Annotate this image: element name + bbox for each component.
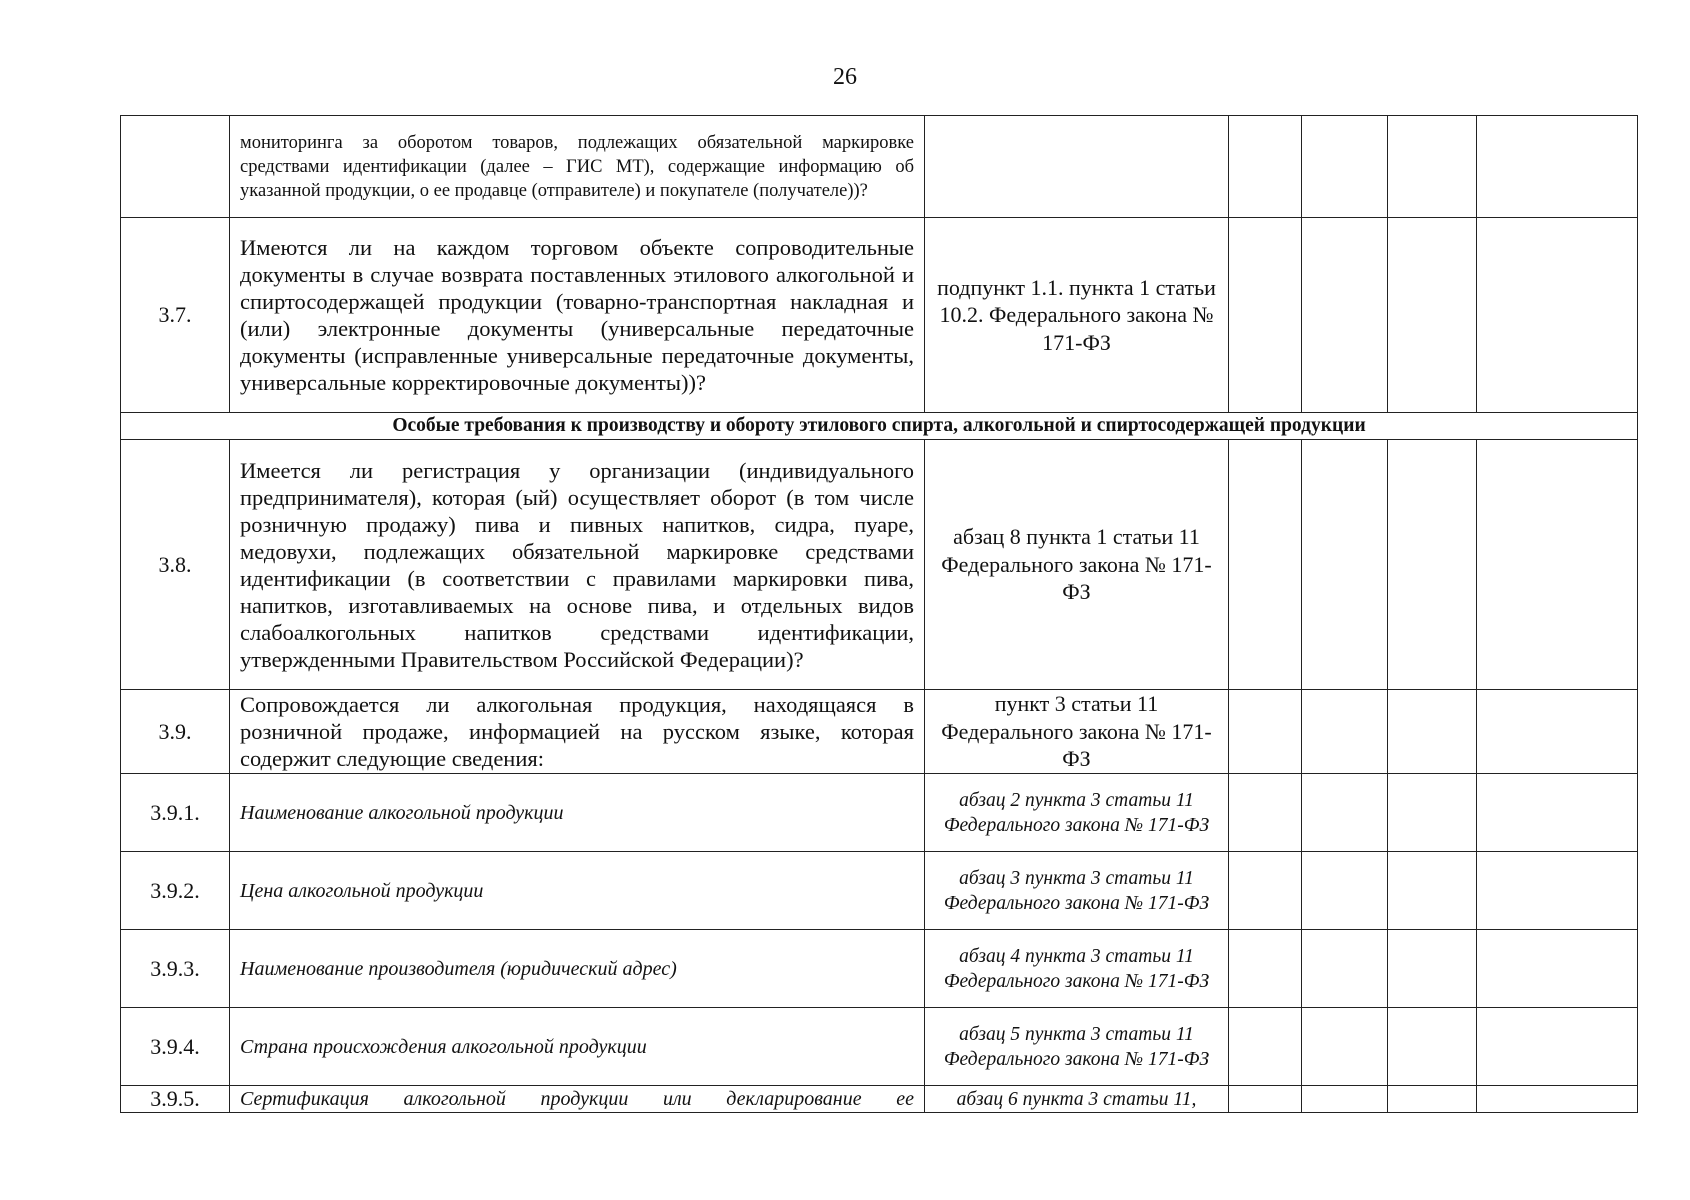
table-row bbox=[121, 1008, 1638, 1086]
law-reference: пункт 3 статьи 11 Федерального закона № 171-ФЗ bbox=[925, 690, 1229, 774]
answer-cell-no[interactable] bbox=[1302, 1086, 1388, 1113]
row-number: 3.9.1. bbox=[121, 774, 230, 852]
answer-cell-no[interactable] bbox=[1302, 774, 1388, 852]
answer-cell-yes[interactable] bbox=[1229, 930, 1302, 1008]
checklist-table bbox=[120, 115, 1638, 1113]
row-number bbox=[121, 116, 230, 218]
law-reference: абзац 6 пункта 3 статьи 11, bbox=[925, 1086, 1229, 1113]
question-text: Наименование алкогольной продукции bbox=[230, 774, 925, 852]
answer-cell-yes[interactable] bbox=[1229, 440, 1302, 690]
row-number: 3.9.3. bbox=[121, 930, 230, 1008]
law-reference bbox=[925, 116, 1229, 218]
question-text: мониторинга за оборотом товаров, подлежащих обязательной маркировке средствами идентификации (далее – ГИС МТ), содержащие информацию об указанной продукции, о ее продавце (отправителе) и покупателе (получателе))? bbox=[230, 116, 925, 218]
row-number: 3.8. bbox=[121, 440, 230, 690]
answer-cell-not-applicable[interactable] bbox=[1388, 774, 1477, 852]
table-row bbox=[121, 852, 1638, 930]
notes-cell[interactable] bbox=[1477, 218, 1638, 413]
law-reference: подпункт 1.1. пункта 1 статьи 10.2. Федерального закона № 171-ФЗ bbox=[925, 218, 1229, 413]
table-row bbox=[121, 218, 1638, 413]
table-row bbox=[121, 774, 1638, 852]
section-title: Особые требования к производству и обороту этилового спирта, алкогольной и спиртосодержащей продукции bbox=[121, 413, 1638, 440]
question-text: Страна происхождения алкогольной продукции bbox=[230, 1008, 925, 1086]
notes-cell[interactable] bbox=[1477, 852, 1638, 930]
question-text: Сертификация алкогольной продукции или декларирование ее bbox=[230, 1086, 925, 1113]
notes-cell[interactable] bbox=[1477, 774, 1638, 852]
notes-cell[interactable] bbox=[1477, 1086, 1638, 1113]
answer-cell-not-applicable[interactable] bbox=[1388, 1008, 1477, 1086]
table-row bbox=[121, 690, 1638, 774]
answer-cell-yes[interactable] bbox=[1229, 1008, 1302, 1086]
question-text: Имеются ли на каждом торговом объекте сопроводительные документы в случае возврата поставленных этилового алкогольной и спиртосодержащей продукции (товарно-транспортная накладная и (или) электронные документы (универсальные передаточные документы (исправленные универсальные передаточные документы, универсальные корректировочные документы))? bbox=[230, 218, 925, 413]
law-reference: абзац 2 пункта 3 статьи 11 Федерального закона № 171-ФЗ bbox=[925, 774, 1229, 852]
answer-cell-yes[interactable] bbox=[1229, 852, 1302, 930]
row-number: 3.9.2. bbox=[121, 852, 230, 930]
answer-cell-no[interactable] bbox=[1302, 440, 1388, 690]
answer-cell-not-applicable[interactable] bbox=[1388, 1086, 1477, 1113]
answer-cell-no[interactable] bbox=[1302, 930, 1388, 1008]
row-number: 3.9. bbox=[121, 690, 230, 774]
row-number: 3.9.5. bbox=[121, 1086, 230, 1113]
table-row bbox=[121, 116, 1638, 218]
notes-cell[interactable] bbox=[1477, 1008, 1638, 1086]
answer-cell-not-applicable[interactable] bbox=[1388, 852, 1477, 930]
answer-cell-not-applicable[interactable] bbox=[1388, 440, 1477, 690]
notes-cell[interactable] bbox=[1477, 116, 1638, 218]
question-text: Наименование производителя (юридический адрес) bbox=[230, 930, 925, 1008]
question-text: Имеется ли регистрация у организации (индивидуального предпринимателя), которая (ый) осуществляет оборот (в том числе розничную продажу) пива и пивных напитков, сидра, пуаре, медовухи, подлежащих обязательной маркировке средствами идентификации (в соответствии с правилами маркировки пива, напитков, изготавливаемых на основе пива, и отдельных видов слабоалкогольных напитков средствами идентификации, утвержденными Правительством Российской Федерации)? bbox=[230, 440, 925, 690]
answer-cell-not-applicable[interactable] bbox=[1388, 690, 1477, 774]
page-number: 26 bbox=[833, 64, 857, 90]
row-number: 3.7. bbox=[121, 218, 230, 413]
answer-cell-yes[interactable] bbox=[1229, 774, 1302, 852]
answer-cell-no[interactable] bbox=[1302, 116, 1388, 218]
answer-cell-not-applicable[interactable] bbox=[1388, 218, 1477, 413]
answer-cell-no[interactable] bbox=[1302, 690, 1388, 774]
question-text: Сопровождается ли алкогольная продукция, находящаяся в розничной продаже, информацией на русском языке, которая содержит следующие сведения: bbox=[230, 690, 925, 774]
answer-cell-yes[interactable] bbox=[1229, 116, 1302, 218]
answer-cell-no[interactable] bbox=[1302, 218, 1388, 413]
answer-cell-yes[interactable] bbox=[1229, 218, 1302, 413]
law-reference: абзац 3 пункта 3 статьи 11 Федерального закона № 171-ФЗ bbox=[925, 852, 1229, 930]
law-reference: абзац 8 пункта 1 статьи 11 Федерального закона № 171-ФЗ bbox=[925, 440, 1229, 690]
notes-cell[interactable] bbox=[1477, 930, 1638, 1008]
row-number: 3.9.4. bbox=[121, 1008, 230, 1086]
table-row bbox=[121, 440, 1638, 690]
section-header-row bbox=[121, 413, 1638, 440]
answer-cell-not-applicable[interactable] bbox=[1388, 930, 1477, 1008]
answer-cell-no[interactable] bbox=[1302, 852, 1388, 930]
table-row bbox=[121, 1086, 1638, 1113]
notes-cell[interactable] bbox=[1477, 440, 1638, 690]
answer-cell-yes[interactable] bbox=[1229, 1086, 1302, 1113]
question-text: Цена алкогольной продукции bbox=[230, 852, 925, 930]
notes-cell[interactable] bbox=[1477, 690, 1638, 774]
answer-cell-yes[interactable] bbox=[1229, 690, 1302, 774]
law-reference: абзац 5 пункта 3 статьи 11 Федерального закона № 171-ФЗ bbox=[925, 1008, 1229, 1086]
answer-cell-no[interactable] bbox=[1302, 1008, 1388, 1086]
table-row bbox=[121, 930, 1638, 1008]
answer-cell-not-applicable[interactable] bbox=[1388, 116, 1477, 218]
law-reference: абзац 4 пункта 3 статьи 11 Федерального закона № 171-ФЗ bbox=[925, 930, 1229, 1008]
